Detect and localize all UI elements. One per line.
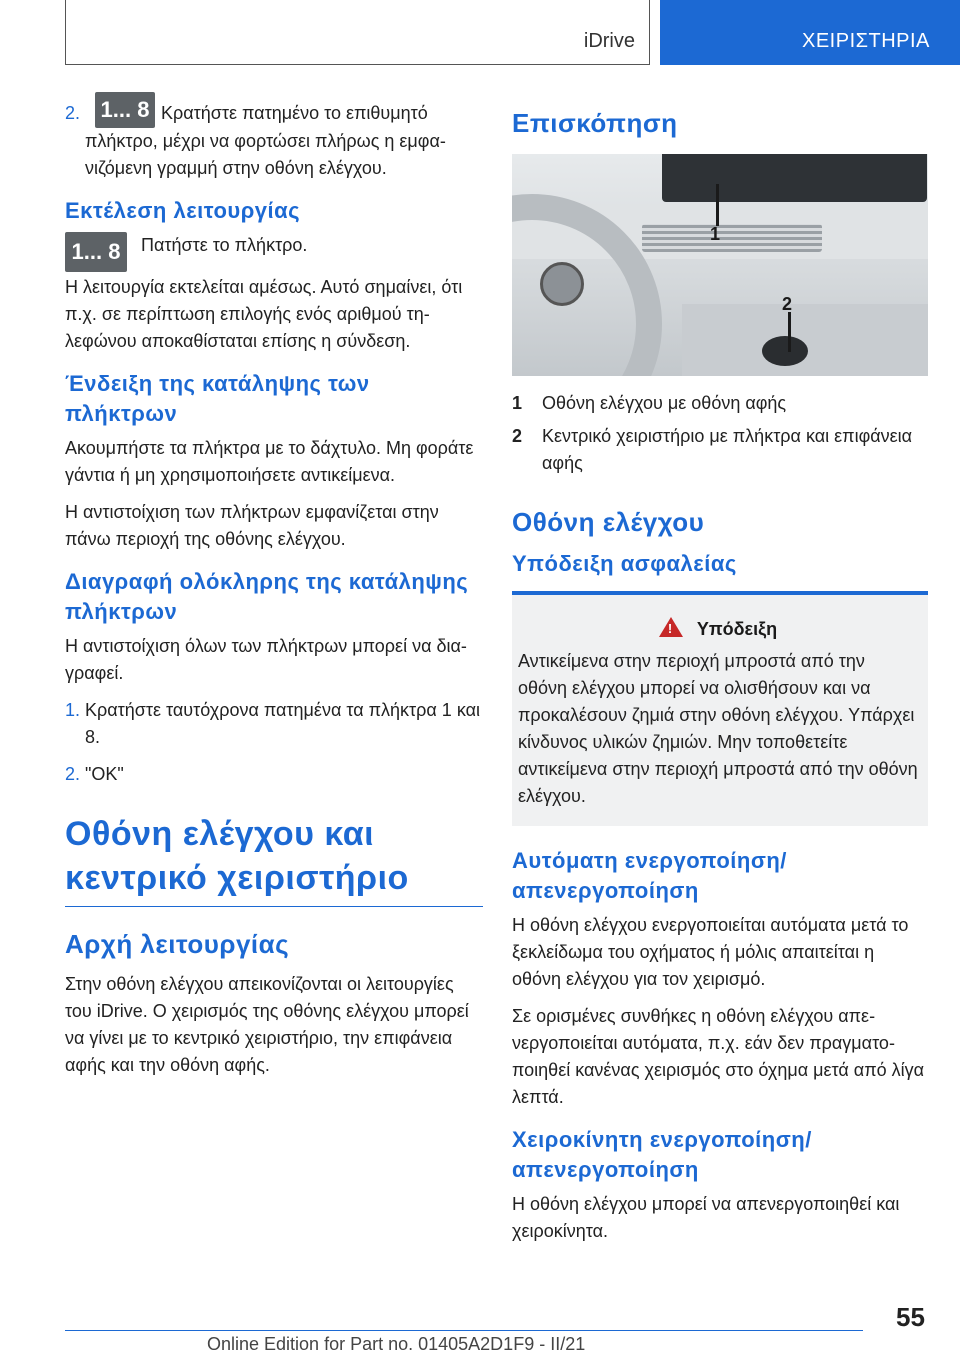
section-heading-delete: Διαγραφή ολόκληρης της κατάληψης πλήκτρων: [65, 569, 469, 624]
section-heading-manual: Χειροκίνητη ενεργοποίηση/ απενεργοποίηση: [512, 1127, 812, 1182]
warning-title: [518, 617, 918, 640]
step-number: 2.: [65, 103, 81, 123]
warning-title-text: Υπόδειξη: [696, 619, 778, 639]
section-heading-overview: Επισκόπηση: [512, 108, 678, 138]
photo-callout-label-2: 2: [782, 294, 793, 314]
legend-text: Κεντρικό χειριστήριο με πλήκτρα και επιφάνεια αφής: [542, 426, 913, 473]
step-number: 2.: [65, 764, 81, 784]
indication-paragraph-2: Η αντιστοίχιση των πλήκτρων εμφανίζεται στην πάνω περιοχή της οθόνης ελέγχου.: [65, 502, 439, 549]
step-text-body: Κρατήστε πατημένο το επιθυμητό πλήκτρο, μέχρι να φορτώσει πλήρως η εμφανιζόμενη γραμμή στην οθόνη ελέγχου.: [85, 103, 446, 178]
left-column: [65, 97, 483, 1089]
indication-paragraph-1: Ακουμπήστε τα πλήκτρα με το δάχτυλο. Μη φοράτε γάντια ή μη χρησιμοποιήσετε αντικείμενα.: [65, 438, 474, 485]
legend-item: [512, 423, 928, 477]
photo-callout-label-1: 1: [710, 224, 721, 244]
section-heading-safety: Υπόδειξη ασφαλείας: [512, 551, 737, 576]
photo-callout-line-1: [716, 184, 719, 226]
bmw-logo-icon: [540, 262, 584, 306]
auto-paragraph-1: Η οθόνη ελέγχου ενεργοποιείται αυτόματα μετά το ξεκλείδωμα του οχήματος ή μόλις απαιτείται η οθόνη ελέγχου για τον χειρισμό.: [512, 915, 909, 989]
auto-paragraph-2: Σε ορισμένες συνθήκες η οθόνη ελέγχου απενεργοποιείται αυτόματα, π.χ. εάν δεν πραγματοποιηθεί κανένας χειρισμός στο όχημα μετά από λίγα λεπτά.: [512, 1006, 925, 1107]
photo-air-vent: [642, 224, 822, 252]
section-heading-indication: Ένδειξη της κατάληψης των πλήκτρων: [65, 371, 370, 426]
manual-paragraph: Η οθόνη ελέγχου μπορεί να απενεργοποιηθεί και χειροκίνητα.: [512, 1194, 900, 1241]
exec-block: [65, 232, 483, 274]
cockpit-photo: [512, 154, 928, 376]
step-text: Κρατήστε ταυτόχρονα πατημένα τα πλήκτρα 1 και 8.: [85, 700, 481, 747]
exec-paragraph: Η λειτουργία εκτελείται αμέσως. Αυτό σημαίνει, ότι π.χ. σε περίπτωση επιλογής ενός αριθμού τηλεφώνου αποκαθίσταται επίσης η σύνδεση.: [65, 277, 463, 351]
right-column: [512, 100, 928, 1255]
header-chapter-tab[interactable]: [660, 0, 960, 65]
footer-edition: Online Edition for Part no. 01405A2D1F9 - II/21: [207, 1334, 586, 1354]
principle-paragraph: Στην οθόνη ελέγχου απεικονίζονται οι λειτουργίες του iDrive. Ο χειρισμός της οθόνης ελέγχου μπορεί να γίνει με το κεντρικό χειριστήριο, την επιφάνεια αφής και την οθόνη αφής.: [65, 974, 469, 1075]
list-item: [65, 761, 483, 788]
step-text: [85, 97, 483, 182]
list-item: [65, 97, 483, 182]
warning-triangle-icon: [659, 617, 683, 637]
legend-number: 2: [512, 426, 523, 446]
header-section-box: [65, 0, 650, 65]
section-heading-exec: Εκτέλεση λειτουργίας: [65, 198, 301, 223]
section-heading-principle: Αρχή λειτουργίας: [65, 929, 290, 959]
delete-paragraph: Η αντιστοίχιση όλων των πλήκτρων μπορεί να διαγραφεί.: [65, 636, 467, 683]
step-number: 1.: [65, 700, 81, 720]
preset-key-icon: 1... 8: [65, 232, 127, 272]
legend-text: Οθόνη ελέγχου με οθόνη αφής: [542, 393, 787, 413]
warning-box: [512, 591, 928, 826]
page-number: 55: [896, 1302, 925, 1332]
photo-callout-line-2: [788, 312, 791, 352]
section-heading-screen: Οθόνη ελέγχου: [512, 507, 705, 537]
photo-center-console: [682, 304, 928, 376]
list-item: [65, 697, 483, 751]
legend-item: [512, 390, 928, 417]
footer-rule: [65, 1330, 863, 1331]
chapter-heading: Οθόνη ελέγχου και κεντρικό χειριστήριο: [65, 815, 409, 897]
header-section-title: iDrive: [583, 30, 635, 52]
photo-control-display: [662, 154, 927, 202]
chapter-heading-block: [65, 812, 483, 907]
photo-controller-knob: [762, 336, 808, 366]
header-chapter-label: ΧΕΙΡΙΣΤΗΡΙΑ: [802, 30, 930, 52]
legend-number: 1: [512, 393, 523, 413]
section-heading-auto: Αυτόματη ενεργοποίηση/ απενεργοποίηση: [512, 848, 787, 903]
exec-instruction: Πατήστε το πλήκτρο.: [141, 235, 308, 255]
step-text: "OK": [85, 764, 124, 784]
warning-text: Αντικείμενα στην περιοχή μπροστά από την οθόνη ελέγχου μπορεί να ολισθήσουν και να προκαλέσουν ζημιά στην οθόνη ελέγχου. Υπάρχει κίνδυνος υλικών ζημιών. Μην τοποθετείτε αντικείμενα στην περιοχή μπροστά από την οθόνη ελέγχου.: [518, 651, 918, 806]
preset-key-icon: 1... 8: [95, 92, 155, 128]
